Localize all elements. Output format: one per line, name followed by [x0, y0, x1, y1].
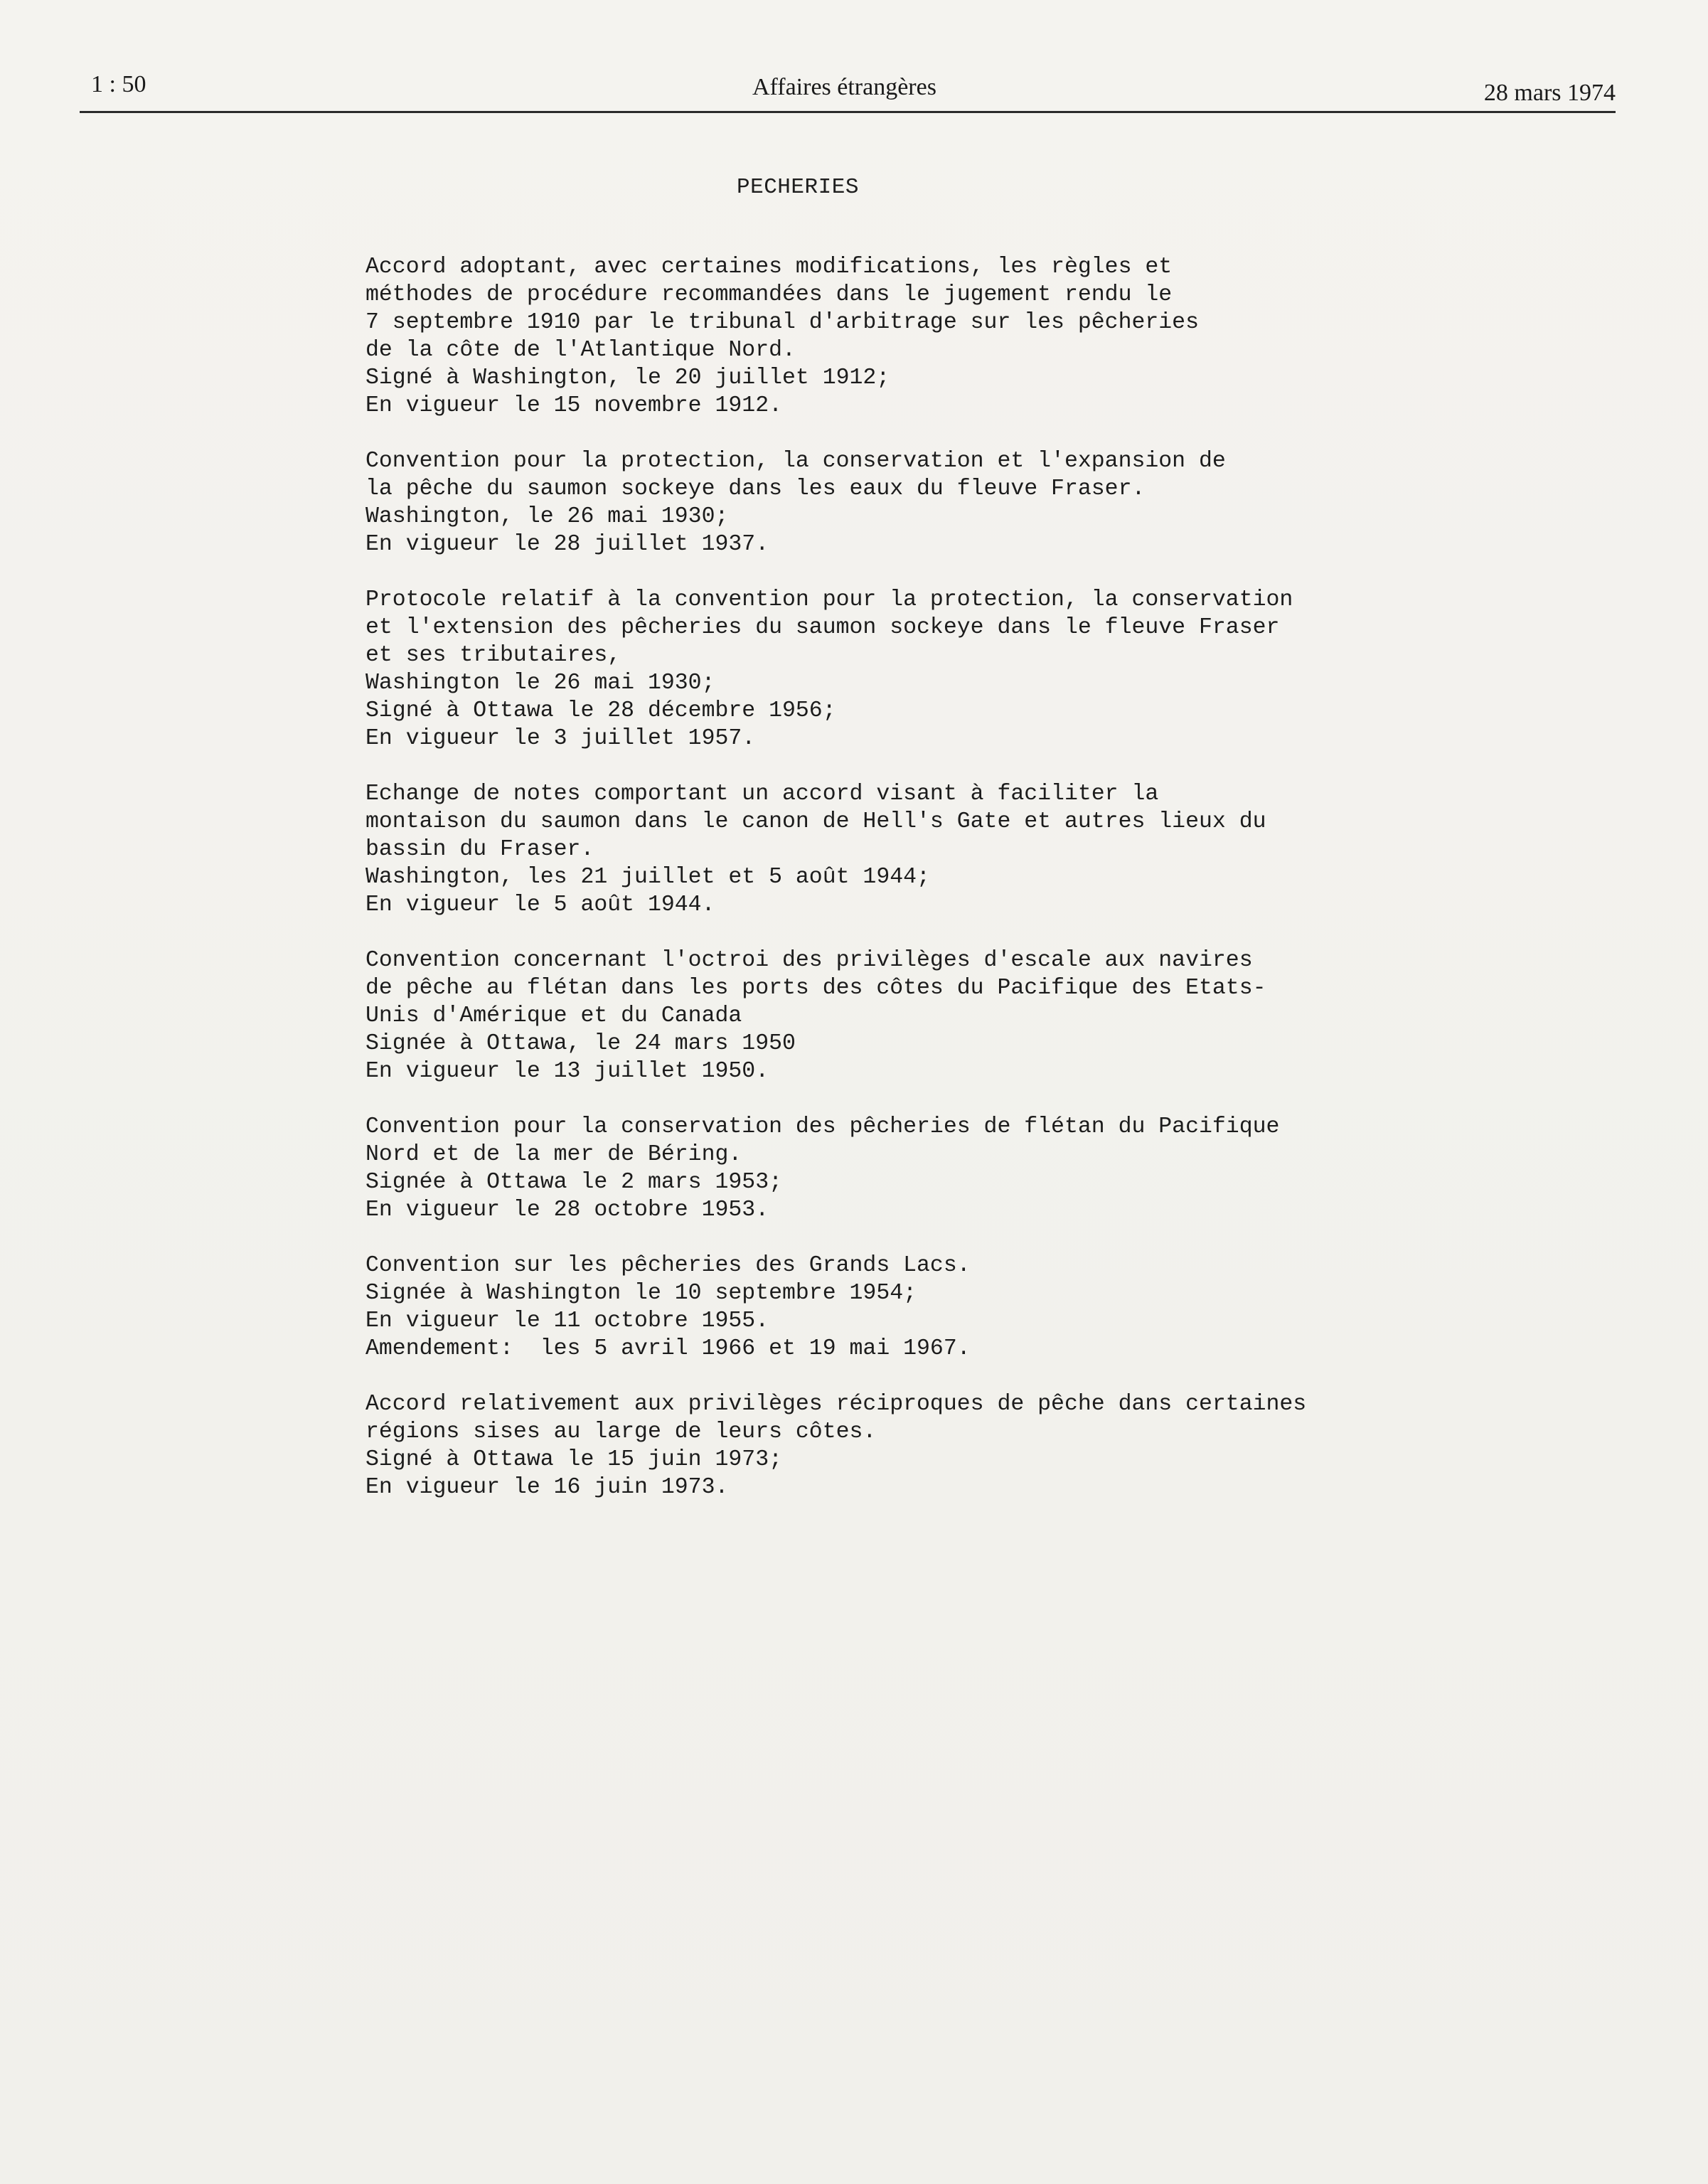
entry-line: En vigueur le 11 octobre 1955.	[365, 1309, 769, 1333]
treaty-entry	[365, 447, 1375, 558]
entry-line: Signée à Ottawa, le 24 mars 1950	[365, 1031, 796, 1056]
entry-line: 7 septembre 1910 par le tribunal d'arbitrage sur les pêcheries	[365, 310, 1199, 335]
entry-line: Washington, les 21 juillet et 5 août 1944;	[365, 865, 930, 890]
page-reference: 1 : 50	[91, 71, 146, 97]
entry-line: En vigueur le 16 juin 1973.	[365, 1475, 729, 1500]
entry-line: et l'extension des pêcheries du saumon sockeye dans le fleuve Fraser	[365, 615, 1280, 640]
page-header	[91, 68, 1616, 114]
entry-line: et ses tributaires,	[365, 643, 621, 668]
treaty-entry	[365, 947, 1375, 1085]
entry-line: Unis d'Amérique et du Canada	[365, 1003, 742, 1028]
entry-line: Convention sur les pêcheries des Grands Lacs.	[365, 1253, 971, 1278]
entry-line: En vigueur le 5 août 1944.	[365, 893, 715, 917]
treaty-entry	[365, 253, 1375, 420]
entry-line: méthodes de procédure recommandées dans le jugement rendu le	[365, 282, 1173, 307]
treaty-entry	[365, 1113, 1375, 1224]
entry-line: En vigueur le 28 juillet 1937.	[365, 532, 769, 557]
entry-line: Nord et de la mer de Béring.	[365, 1142, 742, 1167]
entry-line: Signé à Ottawa le 28 décembre 1956;	[365, 698, 836, 723]
entry-line: Convention concernant l'octroi des privilèges d'escale aux navires	[365, 948, 1253, 973]
entry-line: En vigueur le 3 juillet 1957.	[365, 726, 756, 751]
entry-line: montaison du saumon dans le canon de Hell's Gate et autres lieux du	[365, 809, 1266, 834]
entry-line: En vigueur le 15 novembre 1912.	[365, 393, 782, 418]
treaty-list	[365, 253, 1375, 1529]
entry-line: de la côte de l'Atlantique Nord.	[365, 338, 796, 363]
entry-line: Echange de notes comportant un accord visant à faciliter la	[365, 782, 1159, 806]
treaty-entry	[365, 586, 1375, 752]
entry-line: Protocole relatif à la convention pour la protection, la conservation	[365, 587, 1293, 612]
entry-line: Signée à Ottawa le 2 mars 1953;	[365, 1170, 782, 1195]
header-date: 28 mars 1974	[1483, 80, 1616, 106]
entry-line: bassin du Fraser.	[365, 837, 594, 862]
entry-line: de pêche au flétan dans les ports des côtes du Pacifique des Etats-	[365, 976, 1266, 1001]
entry-line: Convention pour la protection, la conservation et l'expansion de	[365, 449, 1226, 474]
entry-line: Signé à Ottawa le 15 juin 1973;	[365, 1447, 782, 1472]
entry-line: Signée à Washington le 10 septembre 1954;	[365, 1281, 917, 1306]
entry-line: Washington le 26 mai 1930;	[365, 671, 715, 696]
entry-line: Accord relativement aux privilèges réciproques de pêche dans certaines	[365, 1392, 1307, 1417]
document-title: PECHERIES	[737, 175, 859, 200]
entry-line: Amendement: les 5 avril 1966 et 19 mai 1967.	[365, 1336, 971, 1361]
entry-line: Signé à Washington, le 20 juillet 1912;	[365, 366, 890, 390]
entry-line: Convention pour la conservation des pêcheries de flétan du Pacifique	[365, 1114, 1280, 1139]
treaty-entry	[365, 1390, 1375, 1501]
entry-line: la pêche du saumon sockeye dans les eaux du fleuve Fraser.	[365, 476, 1146, 501]
treaty-entry	[365, 780, 1375, 919]
section-title: Affaires étrangères	[752, 74, 936, 100]
header-rule	[80, 111, 1616, 113]
entry-line: En vigueur le 28 octobre 1953.	[365, 1198, 769, 1222]
treaty-entry	[365, 1252, 1375, 1363]
entry-line: En vigueur le 13 juillet 1950.	[365, 1059, 769, 1084]
entry-line: régions sises au large de leurs côtes.	[365, 1419, 877, 1444]
entry-line: Accord adoptant, avec certaines modifications, les règles et	[365, 255, 1173, 279]
entry-line: Washington, le 26 mai 1930;	[365, 504, 729, 529]
